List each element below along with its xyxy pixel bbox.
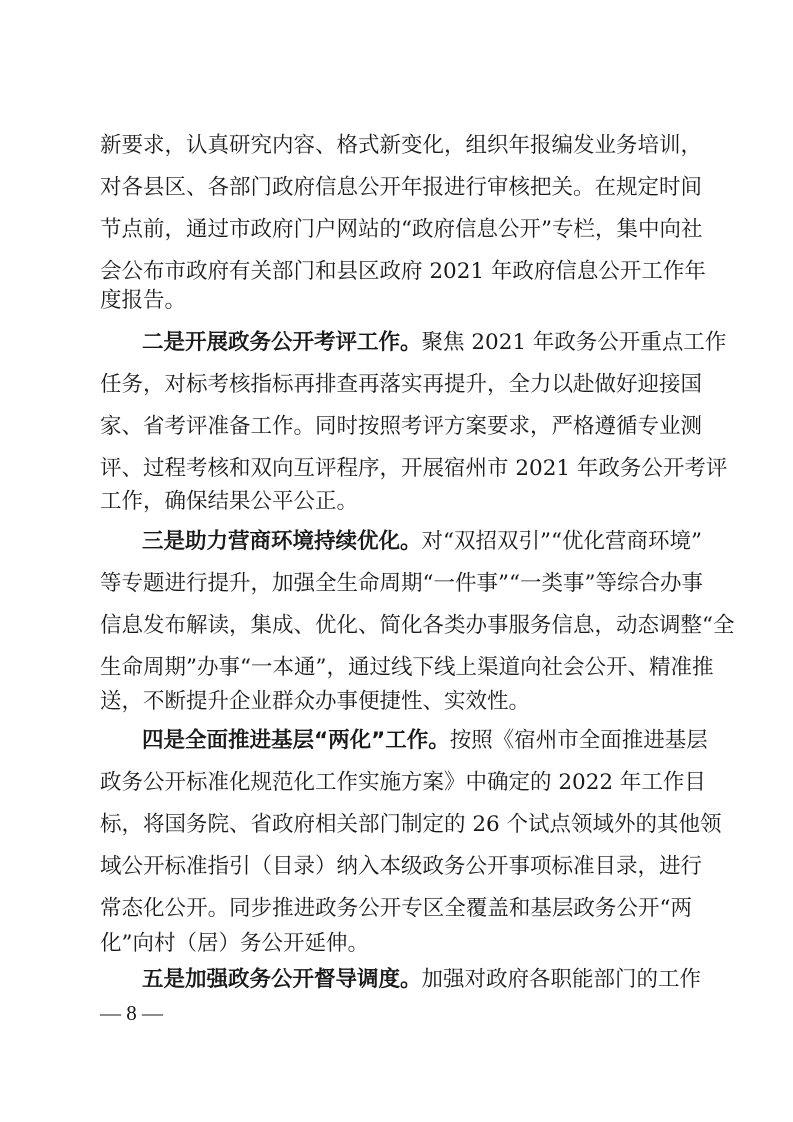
paragraph-text: 聚焦 2021 年政务公开重点工作 xyxy=(421,330,727,355)
paragraph-text: 按照《宿州市全面推进基层 xyxy=(449,728,708,753)
paragraph-text: 加强对政府各职能部门的工作 xyxy=(421,967,702,992)
text-line: 新要求，认真研究内容、格式新变化，组织年报编发业务培训， xyxy=(100,133,703,158)
text-line: 化”向村（居）务公开延伸。 xyxy=(100,931,369,956)
paragraph-lead: 三是助力营商环境持续优化。 xyxy=(142,529,422,554)
text-line: 家、省考评准备工作。同时按照考评方案要求，严格遵循专业测 xyxy=(100,414,703,439)
paragraph-lead-line xyxy=(142,723,708,759)
text-line: 等专题进行提升，加强全生命周期“一件事”“一类事”等综合办事 xyxy=(100,571,703,596)
paragraph-lead-line xyxy=(142,325,727,361)
text-line: 度报告。 xyxy=(100,288,187,313)
text-line: 信息发布解读，集成、优化、简化各类办事服务信息，动态调整“全 xyxy=(100,613,735,638)
text-line: 工作，确保结果公平公正。 xyxy=(100,489,359,514)
paragraph-text: 对“双招双引”“优化营商环境” xyxy=(421,529,702,554)
text-line: 域公开标准指引（目录）纳入本级政务公开事项标准目录，进行 xyxy=(100,854,703,879)
text-line: 生命周期”办事“一本通”，通过线下线上渠道向社会公开、精准推 xyxy=(100,655,714,680)
paragraph-lead-line xyxy=(142,524,702,560)
text-line: 标，将国务院、省政府相关部门制定的 26 个试点领域外的其他领 xyxy=(100,812,722,837)
text-line: 会公布市政府有关部门和县区政府 2021 年政府信息公开工作年 xyxy=(100,259,706,284)
text-line: 政务公开标准化规范化工作实施方案》中确定的 2022 年工作目 xyxy=(100,770,706,795)
paragraph-lead: 二是开展政务公开考评工作。 xyxy=(142,330,422,355)
text-line: 评、过程考核和双向互评程序，开展宿州市 2021 年政务公开考评 xyxy=(100,456,728,481)
paragraph-lead: 五是加强政务公开督导调度。 xyxy=(142,967,422,992)
text-line: 任务，对标考核指标再排查再落实再提升，全力以赴做好迎接国 xyxy=(100,372,703,397)
text-line: 对各县区、各部门政府信息公开年报进行审核把关。在规定时间 xyxy=(100,175,703,200)
text-line: 常态化公开。同步推进政务公开专区全覆盖和基层政务公开“两 xyxy=(100,896,692,921)
paragraph-lead-line xyxy=(142,962,702,998)
text-line: 送，不断提升企业群众办事便捷性、实效性。 xyxy=(100,689,531,714)
paragraph-lead: 四是全面推进基层“两化”工作。 xyxy=(142,728,450,753)
text-line: 节点前，通过市政府门户网站的“政府信息公开”专栏，集中向社 xyxy=(100,217,703,242)
page-number: — 8 — xyxy=(100,1001,163,1025)
